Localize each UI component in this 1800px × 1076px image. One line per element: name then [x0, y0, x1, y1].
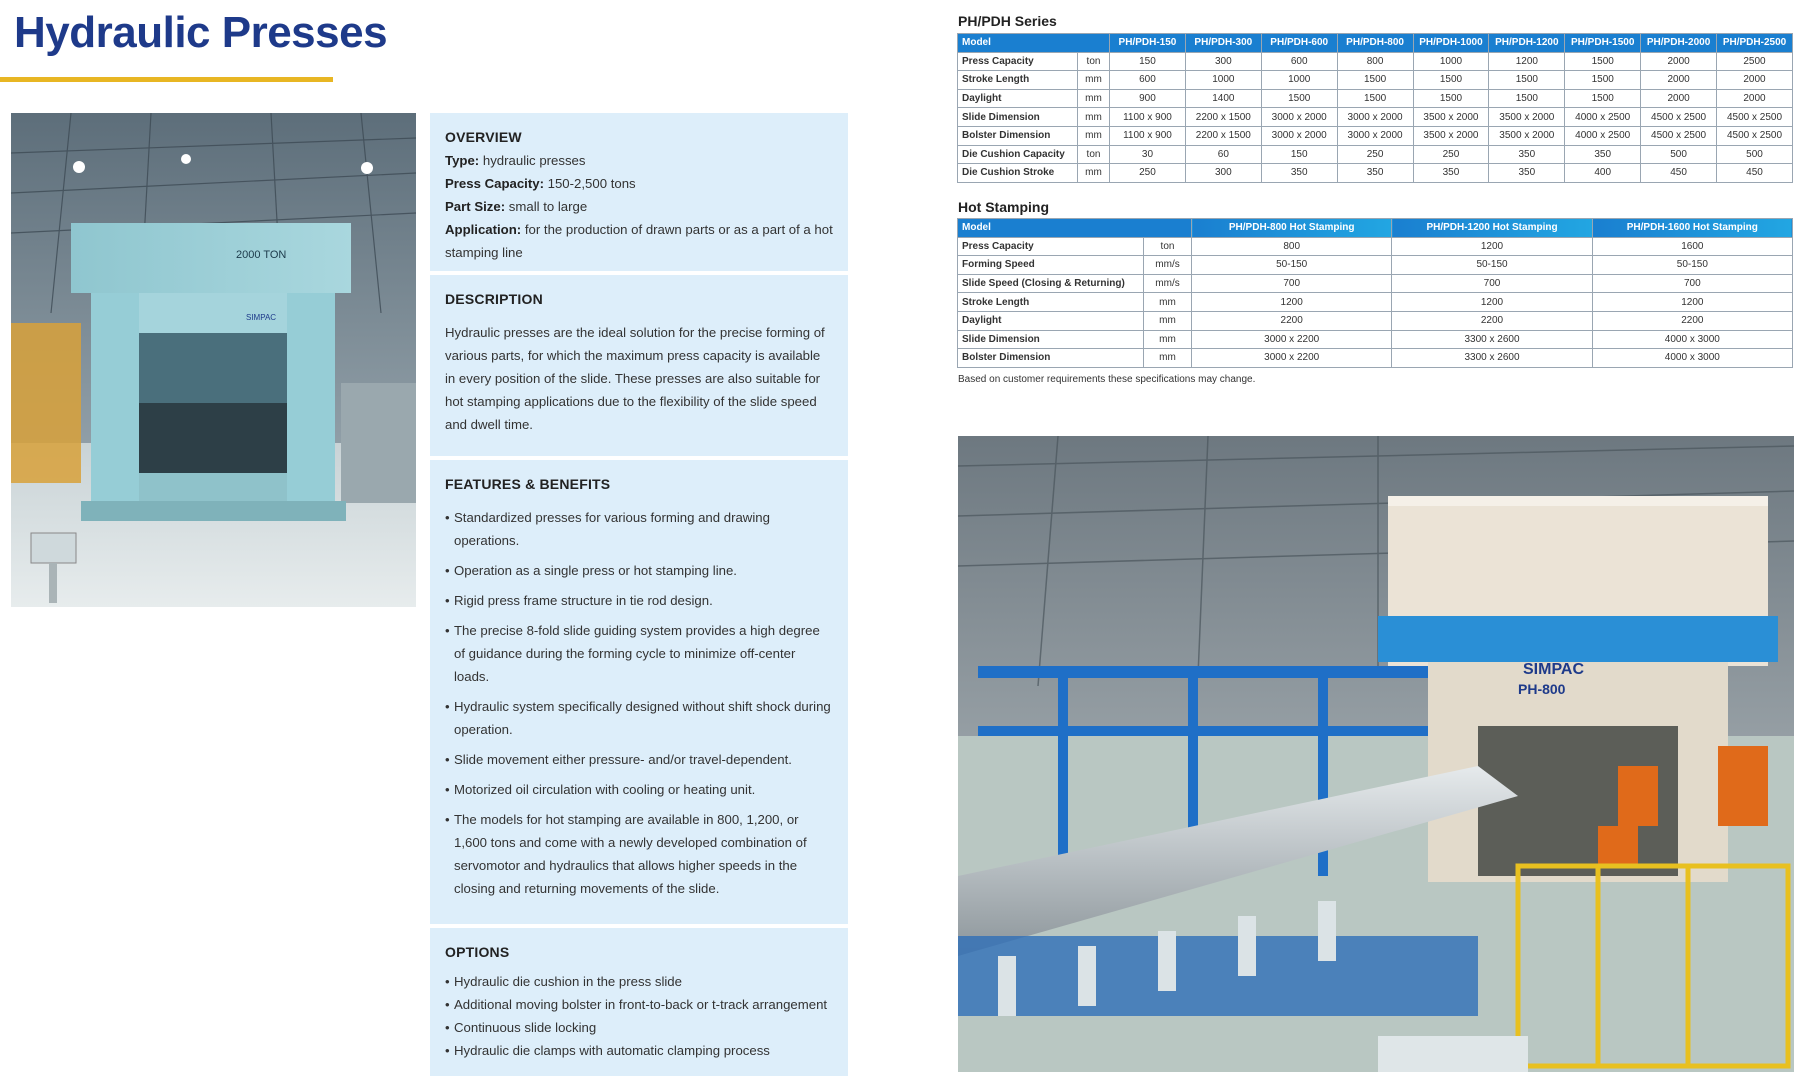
table-cell: 1500 [1565, 52, 1641, 71]
table-header: PH/PDH-150 [1110, 34, 1186, 53]
press-photo-left [11, 113, 416, 607]
row-unit: ton [1144, 237, 1192, 256]
press-model-label: PH-800 [1518, 681, 1566, 697]
table-header: Model [958, 219, 1192, 238]
row-label: Daylight [958, 311, 1144, 330]
table-cell: 2000 [1717, 71, 1793, 90]
table-cell: 1200 [1392, 293, 1592, 312]
series-spec-table [957, 33, 1793, 183]
table-cell: 3500 x 2000 [1489, 126, 1565, 145]
table-header: PH/PDH-800 Hot Stamping [1192, 219, 1392, 238]
table-cell: 1500 [1565, 71, 1641, 90]
table-cell: 1500 [1413, 89, 1489, 108]
table-cell: 600 [1110, 71, 1186, 90]
page-title: Hydraulic Presses [14, 8, 388, 57]
table-cell: 3500 x 2000 [1413, 108, 1489, 127]
table-cell: 3300 x 2600 [1392, 349, 1592, 368]
table-cell: 1200 [1192, 293, 1392, 312]
table-cell: 50-150 [1192, 256, 1392, 275]
table-cell: 1000 [1185, 71, 1261, 90]
table-cell: 350 [1489, 164, 1565, 183]
table-cell: 3000 x 2000 [1261, 108, 1337, 127]
table-header: PH/PDH-2500 [1717, 34, 1793, 53]
features-list [445, 506, 833, 900]
table-cell: 2200 [1392, 311, 1592, 330]
row-unit: mm [1078, 126, 1110, 145]
table-cell: 3000 x 2200 [1192, 330, 1392, 349]
table-cell: 1600 [1592, 237, 1792, 256]
table-cell: 2200 x 1500 [1185, 108, 1261, 127]
table-cell: 700 [1592, 274, 1792, 293]
list-item: • Operation as a single press or hot stamping line. [445, 559, 833, 582]
table-header: PH/PDH-1200 Hot Stamping [1392, 219, 1592, 238]
table-cell: 1500 [1337, 89, 1413, 108]
table-header: PH/PDH-2000 [1641, 34, 1717, 53]
table-row [958, 108, 1793, 127]
series-table-title: PH/PDH Series [958, 13, 1057, 29]
table-cell: 4000 x 3000 [1592, 349, 1792, 368]
table-cell: 1500 [1489, 71, 1565, 90]
row-label: Die Cushion Stroke [958, 164, 1078, 183]
table-row [958, 126, 1793, 145]
table-cell: 3000 x 2000 [1337, 126, 1413, 145]
row-unit: mm [1078, 71, 1110, 90]
press-brand-logo: SIMPAC [1523, 661, 1585, 678]
table-cell: 2200 x 1500 [1185, 126, 1261, 145]
table-cell: 30 [1110, 145, 1186, 164]
table-cell: 350 [1489, 145, 1565, 164]
row-label: Slide Speed (Closing & Returning) [958, 274, 1144, 293]
table-cell: 800 [1192, 237, 1392, 256]
list-item: • Hydraulic die clamps with automatic clamping process [445, 1039, 833, 1062]
row-unit: mm [1144, 293, 1192, 312]
table-cell: 3000 x 2200 [1192, 349, 1392, 368]
row-label: Bolster Dimension [958, 349, 1144, 368]
table-cell: 350 [1337, 164, 1413, 183]
list-item: • The models for hot stamping are available in 800, 1,200, or 1,600 tons and come with a newly developed combination of servomotor and hydraulics that allows higher speeds in the closing and returning movements of the slide. [445, 808, 833, 900]
description-panel [430, 275, 848, 456]
table-cell: 1500 [1261, 89, 1337, 108]
table-row [958, 164, 1793, 183]
table-cell: 250 [1337, 145, 1413, 164]
table-cell: 4000 x 2500 [1565, 126, 1641, 145]
hot-stamping-line-photo [958, 436, 1794, 1072]
options-list [445, 970, 833, 1062]
row-label: Slide Dimension [958, 330, 1144, 349]
table-cell: 4500 x 2500 [1717, 126, 1793, 145]
table-cell: 4500 x 2500 [1641, 126, 1717, 145]
table-cell: 300 [1185, 164, 1261, 183]
table-cell: 900 [1110, 89, 1186, 108]
overview-capacity: Press Capacity: 150-2,500 tons [445, 176, 636, 191]
table-cell: 3000 x 2000 [1337, 108, 1413, 127]
table-cell: 250 [1413, 145, 1489, 164]
list-item: • The precise 8-fold slide guiding system provides a high degree of guidance during the forming cycle to minimize off-center loads. [445, 619, 833, 688]
features-heading: FEATURES & BENEFITS [445, 476, 611, 492]
table-row [958, 52, 1793, 71]
table-cell: 3000 x 2000 [1261, 126, 1337, 145]
table-cell: 60 [1185, 145, 1261, 164]
row-label: Bolster Dimension [958, 126, 1078, 145]
table-cell: 1000 [1261, 71, 1337, 90]
table-cell: 300 [1185, 52, 1261, 71]
title-underline [0, 77, 333, 82]
overview-part-size: Part Size: small to large [445, 199, 588, 214]
table-row [958, 349, 1793, 368]
options-panel [430, 928, 848, 1076]
table-header: PH/PDH-300 [1185, 34, 1261, 53]
table-row [958, 293, 1793, 312]
table-header: PH/PDH-1000 [1413, 34, 1489, 53]
table-cell: 1100 x 900 [1110, 108, 1186, 127]
table-row [958, 89, 1793, 108]
row-label: Press Capacity [958, 237, 1144, 256]
row-label: Forming Speed [958, 256, 1144, 275]
hot-stamping-spec-table [957, 218, 1793, 368]
table-cell: 1200 [1489, 52, 1565, 71]
press-brand-logo: SIMPAC [246, 313, 277, 322]
table-header: PH/PDH-1200 [1489, 34, 1565, 53]
list-item: • Hydraulic die cushion in the press slide [445, 970, 833, 993]
overview-panel [430, 113, 848, 271]
table-cell: 1400 [1185, 89, 1261, 108]
table-cell: 450 [1641, 164, 1717, 183]
description-heading: DESCRIPTION [445, 291, 543, 307]
features-panel [430, 460, 848, 924]
table-cell: 50-150 [1392, 256, 1592, 275]
row-unit: mm [1078, 89, 1110, 108]
table-row [958, 256, 1793, 275]
overview-heading: OVERVIEW [445, 129, 522, 145]
row-unit: mm [1144, 311, 1192, 330]
table-cell: 4000 x 2500 [1565, 108, 1641, 127]
list-item: • Additional moving bolster in front-to-back or t-track arrangement [445, 993, 833, 1016]
table-cell: 400 [1565, 164, 1641, 183]
table-header: PH/PDH-600 [1261, 34, 1337, 53]
row-unit: mm [1144, 349, 1192, 368]
table-cell: 150 [1261, 145, 1337, 164]
row-unit: ton [1078, 145, 1110, 164]
table-cell: 3500 x 2000 [1413, 126, 1489, 145]
table-header-row [958, 219, 1793, 238]
table-cell: 350 [1565, 145, 1641, 164]
table-cell: 500 [1641, 145, 1717, 164]
table-cell: 3300 x 2600 [1392, 330, 1592, 349]
list-item: • Motorized oil circulation with cooling or heating unit. [445, 778, 833, 801]
spec-footnote: Based on customer requirements these specifications may change. [958, 374, 1256, 385]
table-cell: 2000 [1641, 71, 1717, 90]
table-cell: 700 [1192, 274, 1392, 293]
press-tonnage-label: 2000 TON [236, 249, 287, 261]
row-unit: mm [1144, 330, 1192, 349]
row-unit: mm [1078, 164, 1110, 183]
row-label: Stroke Length [958, 293, 1144, 312]
table-cell: 1500 [1489, 89, 1565, 108]
row-label: Die Cushion Capacity [958, 145, 1078, 164]
table-header: PH/PDH-1600 Hot Stamping [1592, 219, 1792, 238]
table-row [958, 145, 1793, 164]
row-unit: mm/s [1144, 256, 1192, 275]
table-cell: 50-150 [1592, 256, 1792, 275]
table-cell: 350 [1413, 164, 1489, 183]
row-unit: mm/s [1144, 274, 1192, 293]
table-cell: 2500 [1717, 52, 1793, 71]
table-cell: 1200 [1592, 293, 1792, 312]
table-cell: 2200 [1192, 311, 1392, 330]
list-item: • Continuous slide locking [445, 1016, 833, 1039]
table-cell: 2000 [1717, 89, 1793, 108]
row-unit: ton [1078, 52, 1110, 71]
table-cell: 1100 x 900 [1110, 126, 1186, 145]
overview-type: Type: hydraulic presses [445, 153, 586, 168]
list-item: • Rigid press frame structure in tie rod design. [445, 589, 833, 612]
info-column [430, 113, 848, 1076]
table-cell: 4000 x 3000 [1592, 330, 1792, 349]
row-label: Daylight [958, 89, 1078, 108]
table-header: PH/PDH-1500 [1565, 34, 1641, 53]
table-cell: 250 [1110, 164, 1186, 183]
table-cell: 1500 [1565, 89, 1641, 108]
table-row [958, 237, 1793, 256]
table-header-row [958, 34, 1793, 53]
hot-table-title: Hot Stamping [958, 199, 1049, 215]
options-heading: OPTIONS [445, 944, 510, 960]
table-cell: 1500 [1337, 71, 1413, 90]
row-label: Press Capacity [958, 52, 1078, 71]
list-item: • Slide movement either pressure- and/or travel-dependent. [445, 748, 833, 771]
table-row [958, 274, 1793, 293]
table-cell: 2000 [1641, 52, 1717, 71]
list-item: • Hydraulic system specifically designed without shift shock during operation. [445, 695, 833, 741]
table-cell: 3500 x 2000 [1489, 108, 1565, 127]
table-cell: 700 [1392, 274, 1592, 293]
description-text: Hydraulic presses are the ideal solution for the precise forming of various parts, for which the maximum press capacity is available in every position of the slide. These presses are also suitable for hot stamping applications due to the flexibility of the slide speed and dwell time. [445, 325, 825, 432]
table-cell: 2000 [1641, 89, 1717, 108]
table-row [958, 330, 1793, 349]
table-header: PH/PDH-800 [1337, 34, 1413, 53]
table-cell: 800 [1337, 52, 1413, 71]
table-cell: 500 [1717, 145, 1793, 164]
table-cell: 2200 [1592, 311, 1792, 330]
table-header: Model [958, 34, 1110, 53]
list-item: • Standardized presses for various forming and drawing operations. [445, 506, 833, 552]
table-cell: 150 [1110, 52, 1186, 71]
table-cell: 1500 [1413, 71, 1489, 90]
row-label: Slide Dimension [958, 108, 1078, 127]
overview-application: Application: for the production of drawn parts or as a part of a hot stamping line [445, 222, 833, 260]
table-cell: 600 [1261, 52, 1337, 71]
table-cell: 1000 [1413, 52, 1489, 71]
table-cell: 1200 [1392, 237, 1592, 256]
row-unit: mm [1078, 108, 1110, 127]
table-cell: 350 [1261, 164, 1337, 183]
table-cell: 4500 x 2500 [1717, 108, 1793, 127]
table-cell: 450 [1717, 164, 1793, 183]
row-label: Stroke Length [958, 71, 1078, 90]
table-row [958, 311, 1793, 330]
table-cell: 4500 x 2500 [1641, 108, 1717, 127]
table-row [958, 71, 1793, 90]
